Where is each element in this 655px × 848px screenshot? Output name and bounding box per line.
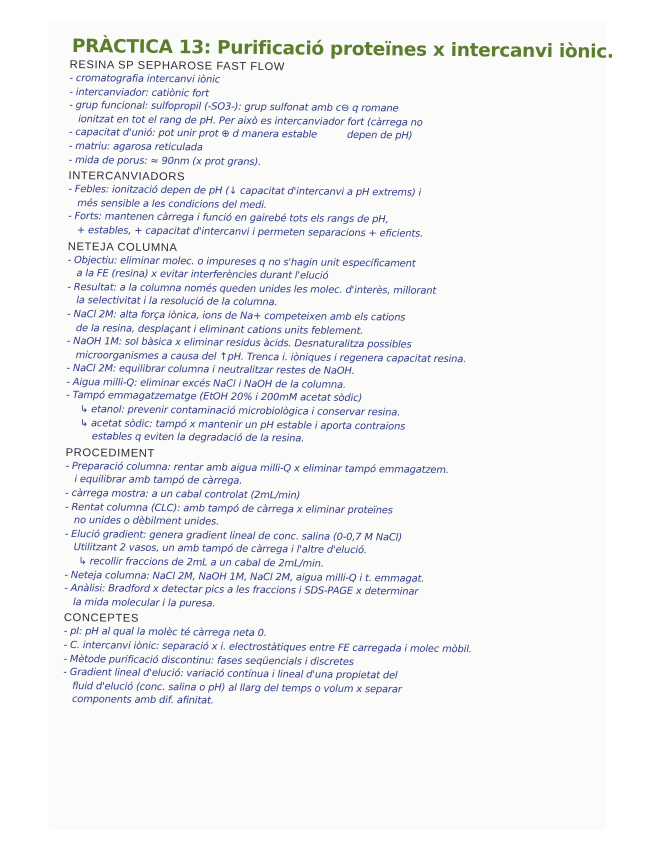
note-line-part: - capacitat d'unió: pot unir prot ⊕ d manera estable	[68, 127, 318, 141]
note-line: fluid d'elució (conc. salina o pH) al llarg del temps o volum x separar	[72, 680, 402, 696]
note-line-part: resina.	[433, 353, 467, 365]
note-line: ionitzat en tot el rang de pH. Per això es intercanviador fort (càrrega no	[78, 113, 423, 129]
note-line-part: - C. intercanvi iònic: separació x i. electrostàtiques entre FE carregada i molec	[63, 639, 440, 655]
note-line: - matriu: agarosa reticulada	[68, 140, 203, 154]
section-heading-procediment: PROCEDIMENT	[65, 446, 155, 460]
note-line: estables q eviten la degradació de la resina.	[91, 431, 305, 445]
note-line: - NaCl 2M: alta força iònica, ions de Na+ competeixen amb els cations	[67, 308, 406, 324]
page-title: PRÀCTICA 13: Purificació proteïnes x intercanvi iònic.	[71, 36, 614, 63]
note-line: Utilitzant 2 vasos, un amb tampó de càrrega i l'altre d'elució.	[73, 542, 367, 557]
note-line: la mida molecular i la puresa.	[73, 596, 216, 610]
note-line: - cromatografia intercanvi iònic	[69, 72, 221, 86]
note-line: - Febles: ionització depen de pH (↓ capacitat d'intercanvi a pH extrems) i	[68, 184, 422, 199]
note-line: - Objectiu: eliminar molec. o impureses q no s'hagin unit específicament	[67, 254, 416, 270]
note-line: - pI: pH al qual la molèc té càrrega neta 0.	[63, 626, 267, 640]
note-line: - mida de porus: ≈ 90nm (x prot grans).	[68, 154, 262, 168]
note-line: - NaCl 2M: equilibrar columna i neutralitzar restes de NaOH.	[66, 363, 355, 378]
note-line: - NaOH 1M: sol bàsica x eliminar residus àcids. Desnaturalitza possibles	[66, 336, 412, 351]
note-line: - Gradient lineal d'elució: variació contínua i lineal d'una propietat del	[63, 667, 398, 682]
note-line: i equilibrar amb tampó de càrrega.	[74, 474, 243, 488]
note-line: ↳ acetat sòdic: tampó x mantenir un pH estable i aporta contraions	[79, 417, 406, 433]
note-line: - grup funcional: sulfopropil (-SO3-): grup sulfonat amb c⊖ q romane	[69, 100, 399, 115]
note-line-part: mòbil.	[442, 643, 472, 656]
section-heading-conceptes: CONCEPTES	[63, 612, 139, 626]
note-line: a la FE (resina) x evitar interferències durant l'elució	[76, 268, 329, 282]
note-line: + estables, + capacitat d'intercanvi i permeten separacions + eficients.	[76, 225, 424, 240]
note-line-part: depen de pH)	[346, 130, 413, 142]
note-line: - càrrega mostra: a un cabal controlat (2mL/min)	[65, 488, 301, 502]
note-line: - Preparació columna: rentar amb aigua milli-Q x eliminar tampó emmagatzem.	[65, 460, 449, 476]
note-line: - Rentat columna (CLC): amb tampó de càrrega x eliminar proteïnes	[65, 501, 393, 517]
note-line: la selectivitat i la resolució de la columna.	[76, 295, 278, 309]
section-heading-intercanviadors: INTERCANVIADORS	[68, 170, 186, 184]
note-line: ↳ etanol: prevenir contaminació microbiològica i conservar resina.	[80, 404, 401, 419]
note-line: - Anàlisi: Bradford x detectar pics a les fraccions i SDS-PAGE x determinar	[64, 583, 419, 598]
note-line: - Neteja columna: NaCl 2M, NaOH 1M, NaCl 2M, aigua milli-Q i t. emmagat.	[64, 569, 425, 585]
note-line: - Forts: mantenen càrrega i funció en gairebé tots els rangs de pH,	[68, 211, 389, 226]
note-line: components amb dif. afinitat.	[71, 694, 214, 707]
section-heading-resina: RESINA SP SEPHAROSE FAST FLOW	[69, 58, 286, 74]
note-line: més sensible a les condicions del medi.	[77, 197, 267, 211]
note-line: - Elució gradient: genera gradient lineal de conc. salina (0-0,7 M NaCl)	[64, 528, 402, 544]
note-line: ↳ recollir fraccions de 2mL a un cabal de 2mL/min.	[78, 556, 324, 570]
notebook-page	[50, 22, 614, 828]
note-line: - Resultat: a la columna només queden unides les molec. d'interès, millorant	[67, 281, 437, 297]
note-line: - Mètode purificació discontinu: fases seqüencials i discretes	[63, 653, 354, 668]
note-line: no unides o dèbilment unides.	[73, 515, 220, 528]
section-heading-neteja: NETEJA COLUMNA	[67, 240, 178, 254]
note-line: - Tampó emmagatzematge (EtOH 20% i 200mM acetat sòdic)	[66, 390, 363, 405]
note-line: - intercanviador: catiònic fort	[69, 86, 209, 100]
note-line: de la resina, desplaçant i eliminant cations units feblement.	[75, 322, 364, 337]
note-line: - Aigua milli-Q: eliminar excés NaCl i NaOH de la columna.	[66, 376, 347, 391]
page-content	[63, 36, 614, 712]
note-line-part: microorganismes a causa del ↑pH. Trenca i. iòniques i regenera capacitat	[75, 349, 431, 365]
